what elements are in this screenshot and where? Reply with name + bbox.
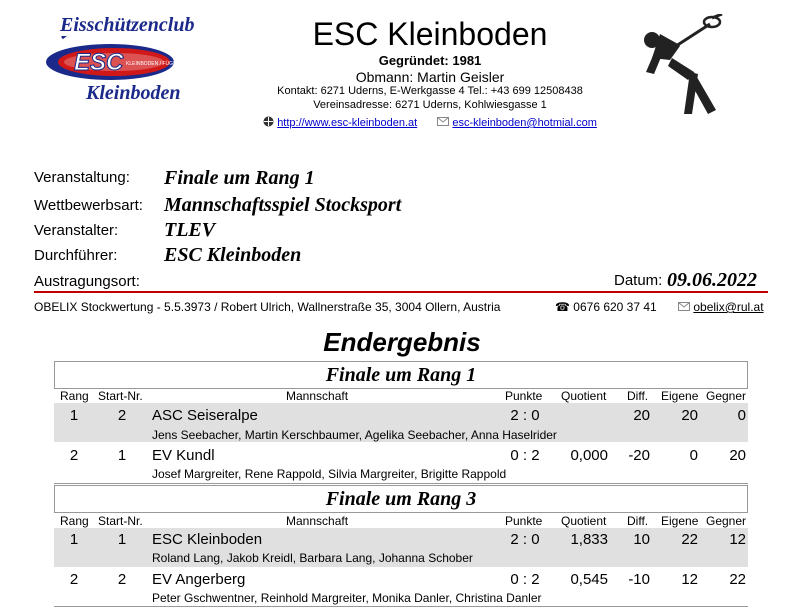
stock-player-icon (632, 14, 730, 122)
label-veranstalter: Veranstalter: (34, 222, 119, 239)
divider-line (34, 291, 768, 293)
cell-members: Peter Gschwentner, Reinhold Margreiter, Monika Danler, Christina Danler (152, 591, 542, 605)
software-phone-block (555, 300, 657, 314)
value-veranstaltung: Finale um Rang 1 (164, 167, 315, 189)
cell-eigene: 20 (681, 407, 698, 424)
cell-eigene: 0 (689, 447, 698, 464)
col-rang: Rang (60, 389, 89, 403)
col-start: Start-Nr. (98, 389, 143, 403)
cell-diff: 20 (633, 407, 650, 424)
cell-start: 1 (117, 531, 127, 548)
club-contact: Kontakt: 6271 Uderns, E-Werkgasse 4 Tel.: +43 699 12508438 (277, 85, 583, 97)
col-gegner: Gegner (706, 389, 747, 403)
cell-rang: 1 (69, 407, 79, 424)
cell-punkte: 0 : 2 (510, 571, 540, 588)
value-veranstalter: TLEV (164, 219, 216, 241)
col-gegner: Gegner (706, 514, 747, 528)
section-title: Finale um Rang 3 (54, 485, 748, 513)
software-email-block (678, 300, 764, 314)
globe-icon (263, 116, 274, 127)
cell-diff: -10 (628, 571, 650, 588)
cell-quotient: 1,833 (570, 531, 608, 548)
col-eigene: Eigene (661, 514, 699, 528)
club-founded: Gegründet: 1981 (378, 53, 482, 68)
col-quotient: Quotient (561, 389, 607, 403)
club-address: Vereinsadresse: 6271 Uderns, Kohlwiesgasse 1 (313, 99, 547, 111)
cell-team: ESC Kleinboden (152, 531, 263, 548)
software-phone: 0676 620 37 41 (573, 300, 657, 314)
cell-rang: 2 (69, 447, 79, 464)
cell-diff: -20 (628, 447, 650, 464)
cell-start: 1 (117, 447, 127, 464)
cell-gegner: 22 (729, 571, 746, 588)
cell-diff: 10 (633, 531, 650, 548)
cell-team: ASC Seiseralpe (152, 407, 258, 424)
value-wettbewerbsart: Mannschaftsspiel Stocksport (164, 194, 402, 216)
cell-team: EV Kundl (152, 447, 215, 464)
logo-text-small: KLEINBODEN / FÜGEN (126, 61, 180, 67)
col-start: Start-Nr. (98, 514, 143, 528)
cell-gegner: 12 (729, 531, 746, 548)
club-chair: Obmann: Martin Geisler (355, 69, 505, 85)
row-divider (54, 606, 748, 607)
mail-icon (678, 302, 690, 311)
cell-punkte: 0 : 2 (510, 447, 540, 464)
section-title: Finale um Rang 1 (54, 361, 748, 389)
col-punkte: Punkte (505, 389, 543, 403)
col-mannschaft: Mannschaft (286, 389, 349, 403)
phone-icon: ☎ (555, 300, 570, 314)
cell-start: 2 (117, 571, 127, 588)
value-datum: 09.06.2022 (667, 269, 757, 291)
cell-gegner: 0 (737, 407, 746, 424)
label-durchfuehrer: Durchführer: (34, 247, 118, 264)
cell-eigene: 12 (681, 571, 698, 588)
col-mannschaft: Mannschaft (286, 514, 349, 528)
cell-gegner: 20 (729, 447, 746, 464)
cell-rang: 1 (69, 531, 79, 548)
result-title: Endergebnis (323, 327, 481, 357)
col-rang: Rang (60, 514, 89, 528)
label-austragungsort: Austragungsort: (34, 273, 140, 290)
label-veranstaltung: Veranstaltung: (34, 169, 130, 186)
logo-text-bottom: Kleinboden (86, 82, 181, 104)
cell-quotient: 0,545 (570, 571, 608, 588)
curling-stone-logo-icon (44, 36, 204, 88)
mail-icon (437, 117, 449, 126)
logo-text-middle: ESC (74, 49, 124, 76)
col-eigene: Eigene (661, 389, 699, 403)
logo-text-top: Eisschützenclub (60, 14, 195, 36)
website-link[interactable]: http://www.esc-kleinboden.at (277, 117, 418, 129)
club-links (240, 116, 620, 129)
cell-rang: 2 (69, 571, 79, 588)
col-diff: Diff. (627, 514, 649, 528)
cell-team: EV Angerberg (152, 571, 246, 588)
label-wettbewerbsart: Wettbewerbsart: (34, 197, 143, 214)
software-email-link[interactable]: obelix@rul.at (693, 300, 764, 314)
software-credit: OBELIX Stockwertung - 5.5.3973 / Robert Ulrich, Wallnerstraße 35, 3004 Ollern, Austria (34, 300, 501, 314)
cell-punkte: 2 : 0 (510, 407, 540, 424)
cell-members: Roland Lang, Jakob Kreidl, Barbara Lang, Johanna Schober (152, 551, 473, 565)
email-link[interactable]: esc-kleinboden@hotmial.com (452, 117, 597, 129)
cell-punkte: 2 : 0 (510, 531, 540, 548)
cell-start: 2 (117, 407, 127, 424)
club-title: ESC Kleinboden (312, 16, 548, 52)
cell-members: Josef Margreiter, Rene Rappold, Silvia Margreiter, Brigitte Rappold (152, 467, 507, 481)
cell-eigene: 22 (681, 531, 698, 548)
label-datum: Datum: (614, 272, 663, 289)
col-punkte: Punkte (505, 514, 543, 528)
col-diff: Diff. (627, 389, 649, 403)
cell-members: Jens Seebacher, Martin Kerschbaumer, Agelika Seebacher, Anna Haselrider (152, 428, 557, 442)
club-logo (44, 14, 224, 109)
row-divider (54, 483, 748, 484)
value-durchfuehrer: ESC Kleinboden (164, 244, 302, 266)
col-quotient: Quotient (561, 514, 607, 528)
cell-quotient: 0,000 (570, 447, 608, 464)
